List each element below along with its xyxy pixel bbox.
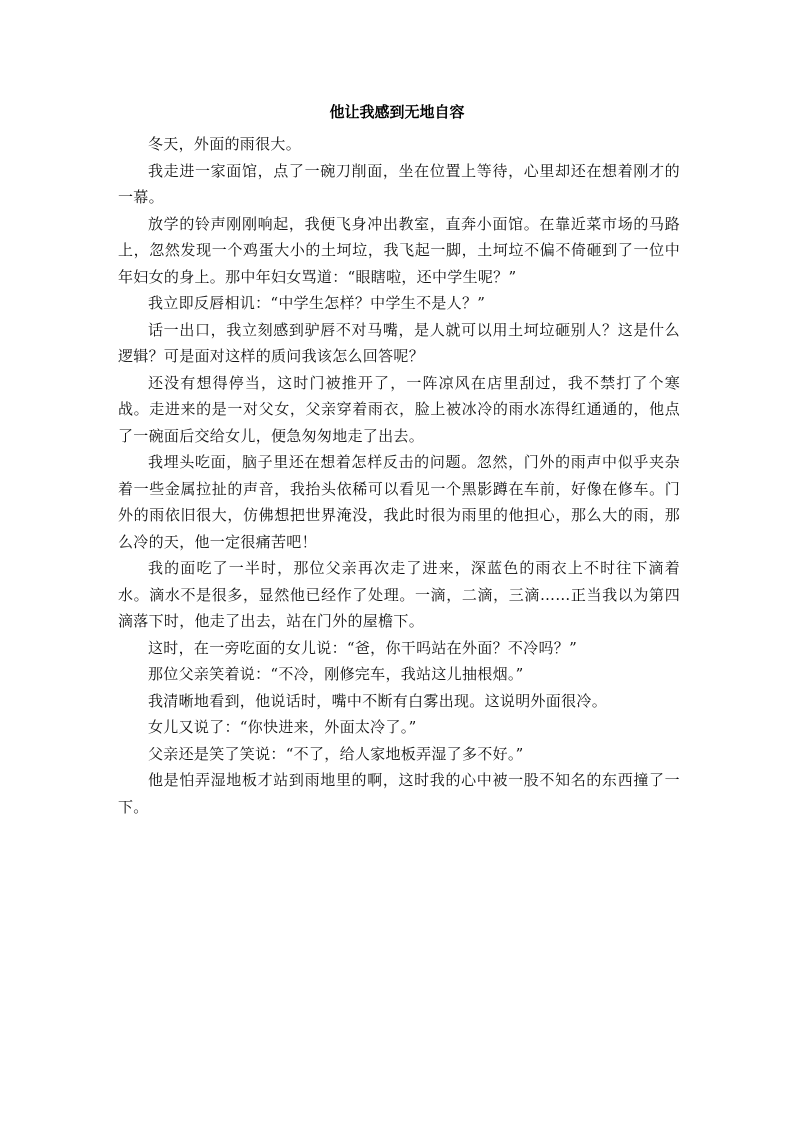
paragraph: 父亲还是笑了笑说：“不了，给人家地板弄湿了多不好。” (148, 744, 524, 763)
paragraph: 我立即反唇相讥：“中学生怎样？中学生不是人？” (148, 294, 486, 312)
paragraph: 我的面吃了一半时，那位父亲再次走了进来，深蓝色的雨衣上不时往下滴着水。滴水不是很多，显然他已经作了处理。一滴，二滴，三滴……正当我以为第四滴落下时，他走了出去，站在门外的屋檐下。 (118, 559, 680, 630)
paragraph: 我埋头吃面，脑子里还在想着怎样反击的问题。忽然，门外的雨声中似乎夹杂着一些金属拉扯的声音，我抬头依稀可以看见一个黑影蹲在车前，好像在修车。门外的雨依旧很大，仿佛想把世界淹没，我此时很为雨里的他担心，那么大的雨，那么冷的天，他一定很痛苦吧！ (118, 453, 680, 551)
paragraph: 这时，在一旁吃面的女儿说：“爸，你干吗站在外面？不冷吗？” (148, 638, 578, 657)
document-body (118, 131, 680, 820)
paragraph: 那位父亲笑着说：“不冷，刚修完车，我站这儿抽根烟。” (148, 665, 524, 683)
paragraph: 还没有想得停当，这时门被推开了，一阵凉风在店里刮过，我不禁打了个寒战。走进来的是一对父女，父亲穿着雨衣，脸上被冰冷的雨水冻得红通通的，他点了一碗面后交给女儿，便急匆匆地走了出去。 (118, 373, 680, 445)
paragraph: 话一出口，我立刻感到驴唇不对马嘴，是人就可以用土坷垃砸别人？这是什么逻辑？可是面对这样的质问我该怎么回答呢？ (118, 320, 680, 365)
document-title: 他让我感到无地自容 (329, 103, 465, 121)
paragraph: 我走进一家面馆，点了一碗刀削面，坐在位置上等待，心里却还在想着刚才的一幕。 (118, 161, 680, 206)
paragraph: 他是怕弄湿地板才站到雨地里的啊，这时我的心中被一股不知名的东西撞了一下。 (118, 771, 680, 816)
paragraph: 放学的铃声刚刚响起，我便飞身冲出教室，直奔小面馆。在靠近菜市场的马路上，忽然发现一个鸡蛋大小的土坷垃，我飞起一脚，土坷垃不偏不倚砸到了一位中年妇女的身上。那中年妇女骂道：“眼瞎啦，还中学生呢？” (118, 214, 680, 286)
paragraph: 冬天，外面的雨很大。 (148, 135, 302, 153)
paragraph: 女儿又说了：“你快进来，外面太冷了。” (148, 718, 417, 736)
paragraph: 我清晰地看到，他说话时，嘴中不断有白雾出现。这说明外面很冷。 (148, 691, 608, 710)
